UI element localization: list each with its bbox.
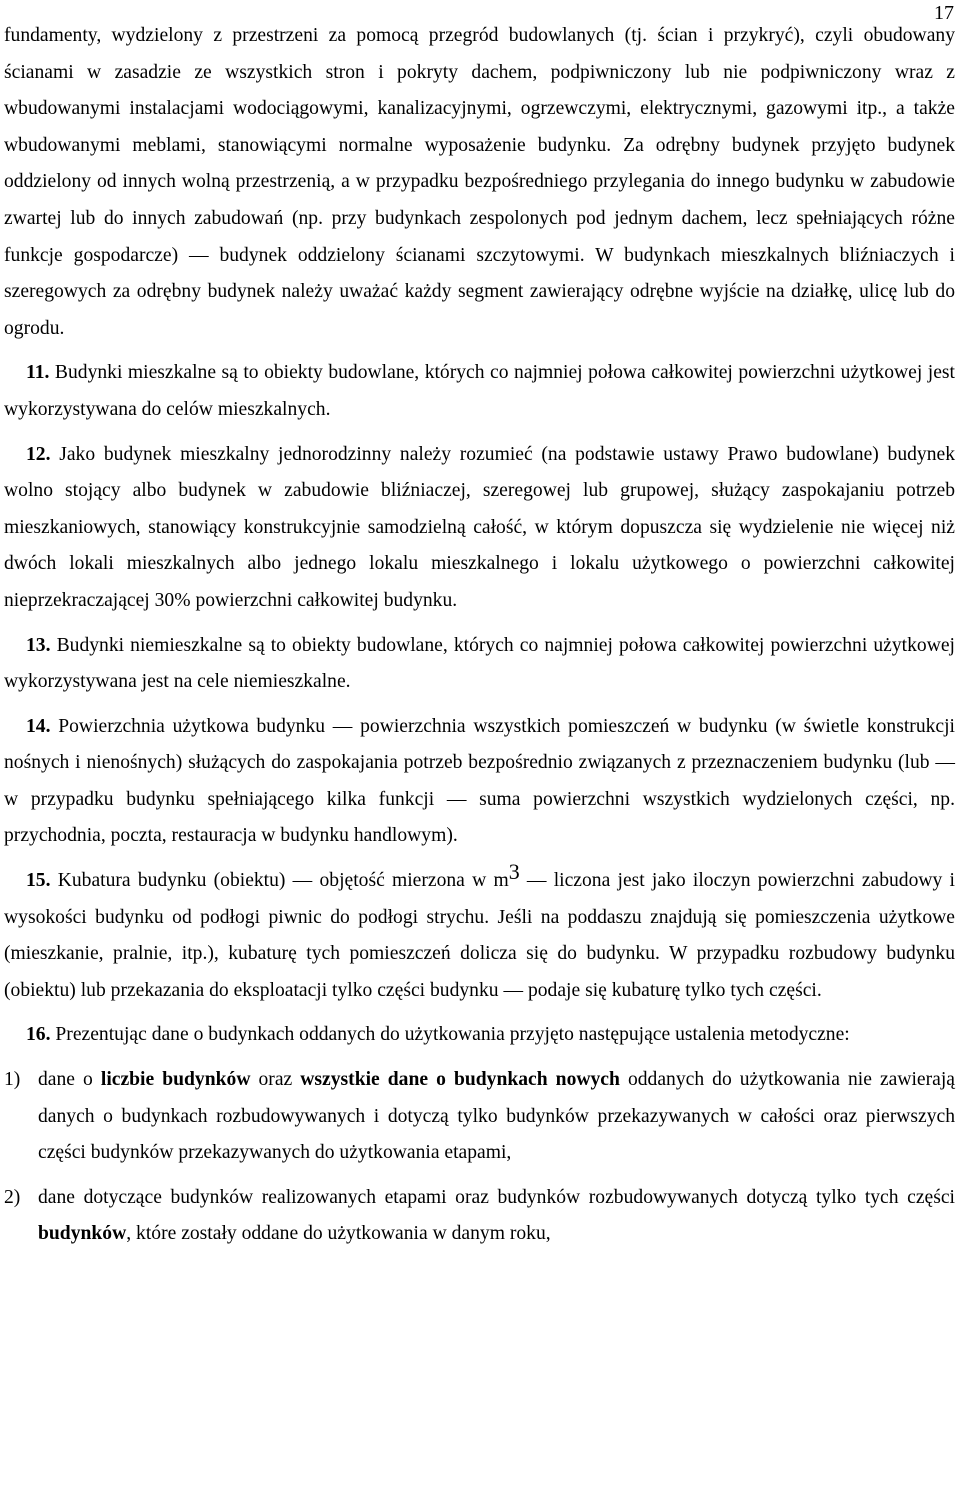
cubic-superscript: 3	[508, 859, 520, 885]
paragraph-number: 16.	[26, 1024, 51, 1046]
paragraph-13	[4, 628, 955, 701]
paragraph-12	[4, 437, 955, 620]
paragraph-number: 12.	[26, 443, 51, 465]
paragraph-number: 15.	[26, 870, 51, 892]
list-bold-text: wszystkie dane o budynkach nowych	[300, 1069, 620, 1091]
page-number: 17	[934, 2, 954, 24]
paragraph-text-before: Kubatura budynku (obiektu) — objętość mierzona w m	[57, 870, 509, 892]
paragraph-15	[4, 859, 956, 1009]
list-text: dane o	[38, 1069, 101, 1091]
list-text: oddanych do użytkowania nie zawierają danych o budynkach rozbudowywanych i dotyczą tylko budynków przekazywanych w całości oraz pierwszych części budynków przekazywanych do użytkowania etapami,	[38, 1069, 955, 1164]
paragraph-text: Prezentując dane o budynkach oddanych do użytkowania przyjęto następujące ustalenia metodyczne:	[55, 1024, 850, 1046]
paragraph-number: 11.	[26, 362, 50, 384]
intro-paragraph: fundamenty, wydzielony z przestrzeni za pomocą przegród budowlanych (tj. ścian i przykryć), czyli obudowany ścianami w zasadzie ze wszystkich stron i pokryty dachem, podpiwniczony lub nie podpiwniczony wraz z wbudowanymi instalacjami wodociągowymi, kanalizacyjnymi, ogrzewczymi, elektrycznymi, gazowymi itp., a także wbudowanymi meblami, stanowiącymi normalne wyposażenie budynku. Za odrębny budynek przyjęto budynek oddzielony od innych wolną przestrzenią, a w przypadku bezpośredniego przylegania do innego budynku w zabudowie zwartej lub do innych zabudowań (np. przy budynkach zespolonych pod jednym dachem, lecz spełniających różne funkcje gospodarcze) — budynek oddzielony ścianami szczytowymi. W budynkach mieszkalnych bliźniaczych i szeregowych za odrębny budynek należy uważać każdy segment zawierający odrębne wyjście na działkę, ulicę lub do ogrodu.	[4, 25, 955, 339]
paragraph-16	[4, 1017, 955, 1054]
list-text: dane dotyczące budynków realizowanych etapami oraz budynków rozbudowywanych dotyczą tylko tych części	[38, 1186, 955, 1208]
paragraph-text: Powierzchnia użytkowa budynku — powierzchnia wszystkich pomieszczeń w budynku (w świetle konstrukcji nośnych i nienośnych) służących do zaspokajania potrzeb bezpośrednio związanych z przeznaczeniem budynku (lub — w przypadku budynku spełniającego kilka funkcji — suma powierzchni wszystkich wydzielonych części, np. przychodnia, poczta, restauracja w budynku handlowym).	[4, 715, 955, 847]
list-bold-text: budynków	[38, 1223, 127, 1245]
paragraph-number: 13.	[26, 634, 51, 656]
paragraph-text: Budynki niemieszkalne są to obiekty budowlane, których co najmniej połowa całkowitej powierzchni użytkowej wykorzystywana jest na cele niemieszkalne.	[4, 634, 955, 693]
paragraph-11	[4, 355, 955, 428]
list-marker: 2)	[4, 1186, 21, 1208]
list-item	[4, 1180, 955, 1253]
list-text: oraz	[250, 1069, 301, 1091]
paragraph-text-after: — liczona jest jako iloczyn powierzchni zabudowy i wysokości budynku od podłogi piwnic do podłogi strychu. Jeśli na poddaszu znajdują się pomieszczenia użytkowe (mieszkanie, pralnie, itp.), kubaturę tych pomieszczeń dolicza się do budynku. W przypadku rozbudowy budynku (obiektu) lub przekazania do eksploatacji tylko części budynku — podaje się kubaturę tylko tych części.	[4, 870, 956, 1001]
list-marker: 1)	[4, 1069, 21, 1091]
paragraph-number: 14.	[26, 715, 51, 737]
paragraph-text: Jako budynek mieszkalny jednorodzinny należy rozumieć (na podstawie ustawy Prawo budowlane) budynek wolno stojący albo budynek w zabudowie bliźniaczej, szeregowej lub grupowej, służący zaspokajaniu potrzeb mieszkaniowych, stanowiący konstrukcyjnie samodzielną całość, w którym dopuszcza się wydzielenie nie więcej niż dwóch lokali mieszkalnych albo jednego lokalu mieszkalnego i lokalu użytkowego o powierzchni całkowitej nieprzekraczającej 30% powierzchni całkowitej budynku.	[4, 443, 955, 611]
list-text: , które zostały oddane do użytkowania w danym roku,	[126, 1223, 551, 1245]
paragraph-text: Budynki mieszkalne są to obiekty budowlane, których co najmniej połowa całkowitej powierzchni użytkowej jest wykorzystywana do celów mieszkalnych.	[4, 362, 955, 420]
paragraph-14	[4, 709, 955, 855]
list-bold-text: liczbie budynków	[100, 1069, 251, 1091]
methodology-list	[4, 1062, 955, 1253]
document-body	[4, 18, 955, 1261]
list-item	[4, 1062, 955, 1172]
